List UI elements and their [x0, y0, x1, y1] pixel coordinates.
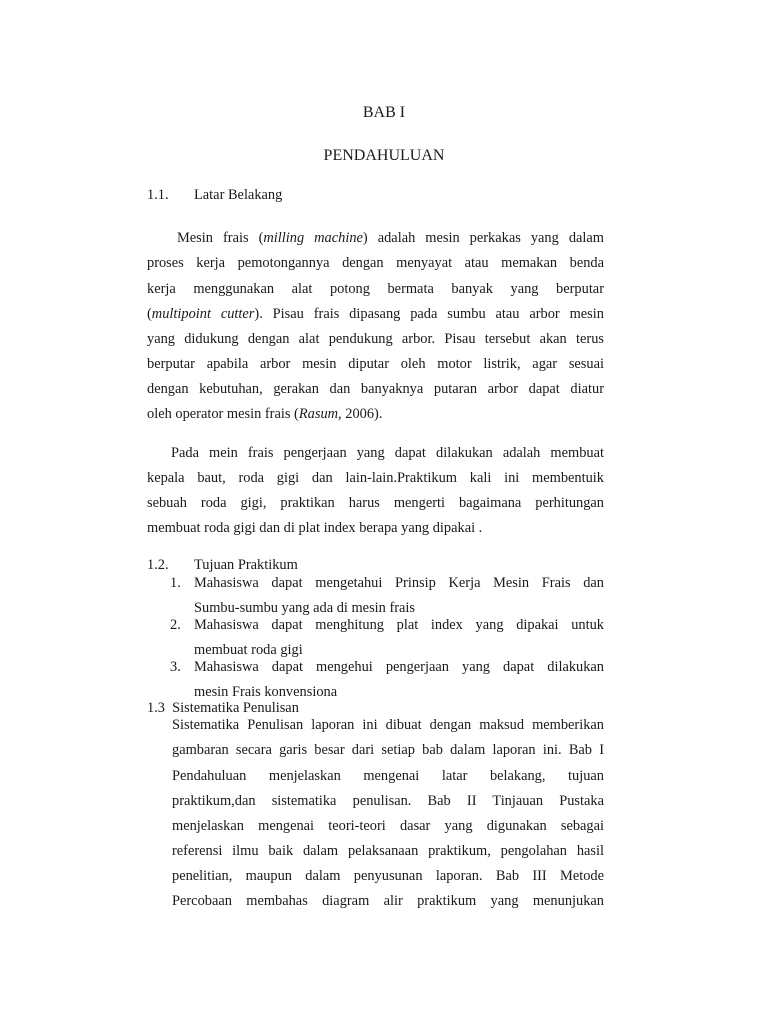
para1-line1: Mesin frais (milling machine) adalah mesin perkakas yang dalam: [177, 230, 604, 246]
para2-line2: kepala baut, roda gigi dan lain-lain.Praktikum kali ini membentuik: [147, 470, 604, 486]
para3-line2: gambaran secara garis besar dari setiap bab dalam laporan ini. Bab I: [172, 742, 604, 758]
para1-line4: (multipoint cutter). Pisau frais dipasang pada sumbu atau arbor mesin: [147, 306, 604, 322]
chapter-title: PENDAHULUAN: [323, 147, 445, 164]
para3-line5: menjelaskan mengenai teori-teori dasar yang digunakan sebagai: [172, 818, 604, 834]
objective-2-number: 2.: [170, 617, 181, 633]
section-1-1-heading: Latar Belakang: [194, 187, 283, 203]
para1-line3: kerja menggunakan alat potong bermata banyak yang berputar: [147, 281, 604, 297]
section-1-2-heading: Tujuan Praktikum: [194, 557, 298, 573]
para3-line1: Sistematika Penulisan laporan ini dibuat dengan maksud memberikan: [172, 717, 604, 733]
para2-line1: Pada mein frais pengerjaan yang dapat dilakukan adalah membuat: [171, 445, 604, 461]
para1-line2: proses kerja pemotongannya dengan menyayat atau memakan benda: [147, 255, 604, 271]
objective-2-line1: Mahasiswa dapat menghitung plat index yang dipakai untuk: [194, 617, 604, 633]
para3-line7: penelitian, maupun dalam penyusunan laporan. Bab III Metode: [172, 868, 604, 884]
para2-line3: sebuah roda gigi, praktikan harus mengerti bagaimana perhitungan: [147, 495, 604, 511]
para3-line3: Pendahuluan menjelaskan mengenai latar belakang, tujuan: [172, 768, 604, 784]
objective-2-line2: membuat roda gigi: [194, 642, 303, 658]
para3-line8: Percobaan membahas diagram alir praktikum yang menunjukan: [172, 893, 604, 909]
para1-line8: oleh operator mesin frais (Rasum, 2006).: [147, 406, 383, 422]
objective-3-line1: Mahasiswa dapat mengehui pengerjaan yang dapat dilakukan: [194, 659, 604, 675]
para3-line6: referensi ilmu baik dalam pelaksanaan praktikum, pengolahan hasil: [172, 843, 604, 859]
objective-1-line1: Mahasiswa dapat mengetahui Prinsip Kerja Mesin Frais dan: [194, 575, 604, 591]
para1-line6: berputar apabila arbor mesin diputar oleh motor listrik, agar sesuai: [147, 356, 604, 372]
para1-line7: dengan kebutuhan, gerakan dan banyaknya putaran arbor dapat diatur: [147, 381, 604, 397]
section-1-3-heading: 1.3 Sistematika Penulisan: [147, 700, 299, 716]
objective-3-line2: mesin Frais konvensiona: [194, 684, 338, 700]
objective-1-number: 1.: [170, 575, 181, 591]
objective-3-number: 3.: [170, 659, 181, 675]
chapter-label: BAB I: [362, 104, 406, 121]
para3-line4: praktikum,dan sistematika penulisan. Bab II Tinjauan Pustaka: [172, 793, 604, 809]
section-1-1-number: 1.1.: [147, 187, 169, 203]
objective-1-line2: Sumbu-sumbu yang ada di mesin frais: [194, 600, 416, 616]
para2-line4: membuat roda gigi dan di plat index berapa yang dipakai .: [147, 520, 483, 536]
section-1-2-number: 1.2.: [147, 557, 169, 573]
para1-line5: yang didukung dengan alat pendukung arbor. Pisau tersebut akan terus: [147, 331, 604, 347]
